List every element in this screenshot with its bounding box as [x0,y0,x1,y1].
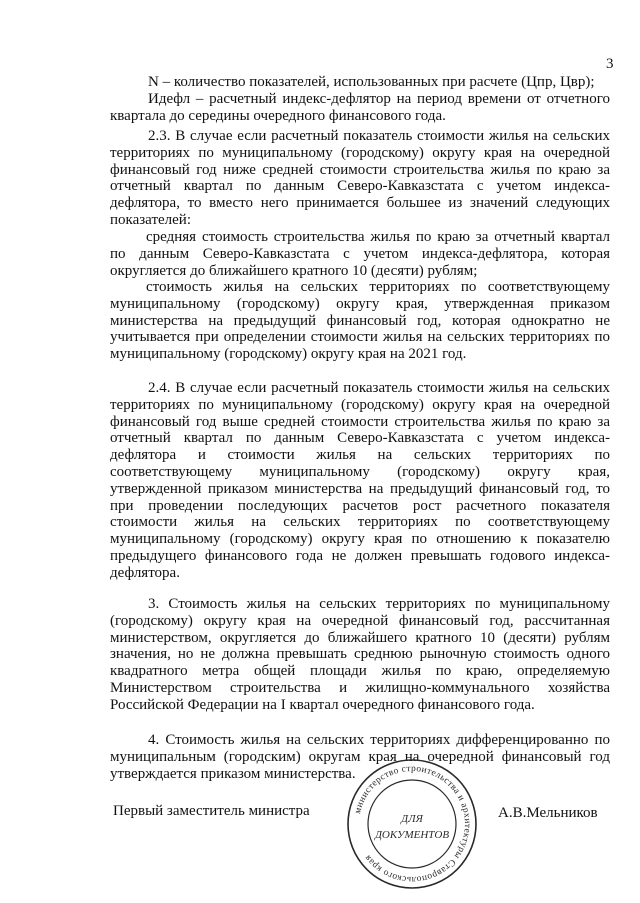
stamp-ring-text: министерство строительства и архитектуры Ставропольского края [353,763,473,885]
paragraph-2-3-a: средняя стоимость строительства жилья по краю за отчетный квартал по данным Северо-Кавказстата с учетом индекса-дефлятора, которая округляется до ближайшего кратного 10 (десяти) рублям; [110,229,610,279]
paragraph-2-3: 2.3. В случае если расчетный показатель стоимости жилья на сельских территориях по муниципальному (городскому) округу края на очередной финансовый год ниже средней стоимости строительства жилья по краю за отчетный квартал по данным Северо-Кавказстата с учетом индекса-дефлятора, то вместо него принимается большее из значений следующих показателей: [110,128,610,228]
stamp-center-line2: ДОКУМЕНТОВ [374,829,450,841]
page-number: 3 [606,56,614,72]
paragraph-i-definition: Идефл – расчетный индекс-дефлятор на период времени от отчетного квартала до середины очередного финансового года. [110,91,610,124]
signature-title: Первый заместитель министра [113,803,310,819]
paragraph-4: 4. Стоимость жилья на сельских территориях дифференцированно по муниципальным (городским) округам края на очередной финансовый год утверждается приказом министерства. [110,732,610,782]
stamp-center-line1: ДЛЯ [401,813,423,825]
paragraph-2-3-b: стоимость жилья на сельских территориях по соответствующему муниципальному (городскому) округу края, утвержденная приказом министерства на предыдущий финансовый год, которая однократно не учитывается при определении стоимости жилья на сельских территориях по муниципальному (городскому) округу края на 2021 год. [110,279,610,363]
paragraph-n-definition: N – количество показателей, использованных при расчете (Цпр, Цвр); [148,74,595,90]
paragraph-3: 3. Стоимость жилья на сельских территориях по муниципальному (городскому) округу края на очередной финансовый год, рассчитанная министерством, округляется до ближайшего кратного 10 (десяти) рублям значения, но не должна превышать среднюю рыночную стоимость одного квадратного метра общей площади жилья по краю, определяемую Министерством строительства и жилищно-коммунального хозяйства Российской Федерации на I квартал очередного финансового года. [110,596,610,713]
paragraph-2-4: 2.4. В случае если расчетный показатель стоимости жилья на сельских территориях по муниципальному (городскому) округу края на очередной финансовый год выше средней стоимости строительства жилья по краю за отчетный квартал по данным Северо-Кавказстата с учетом индекса-дефлятора и стоимости жилья на сельских территориях по соответствующему муниципальному (городскому) округу края, утвержденной приказом министерства на предыдущий финансовый год, то при проведении последующих расчетов рост расчетного показателя стоимости жилья на сельских территориях по соответствующему муниципальному (городскому) округу края по отношению к показателю предыдущего финансового года не должен превышать годового индекса-дефлятора. [110,380,610,581]
signature-name: А.В.Мельников [498,805,598,821]
official-stamp [344,756,480,892]
